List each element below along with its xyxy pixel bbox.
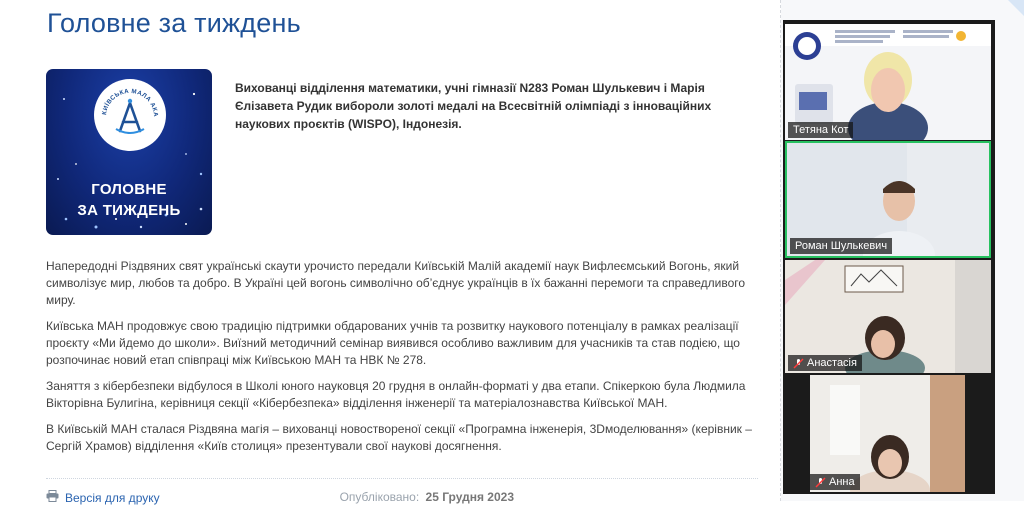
mic-off-icon (815, 477, 826, 488)
print-version-label: Версія для друку (65, 490, 160, 505)
paragraph-1: Напередодні Різдвяних свят українські скаути урочисто передали Київській Малій академії наук Вифлеємський Вогонь, який символізує мир, любов та добро. В Україні цей вогонь символічно об’єднує українців в їх бажанні перемоги та справедливого миру. (46, 259, 746, 307)
participant-tile-4[interactable] (785, 375, 991, 492)
participant-name-2: Роман Шулькевич (790, 238, 892, 254)
published-label: Опубліковано: (339, 490, 420, 504)
print-version-link[interactable] (46, 490, 160, 505)
paragraph-4: В Київській МАН сталася Різдвяна магія – вихованці новоствореної секції «Програмна інженерія, 3Dмоделювання» (керівник – Сергій Храмов) відділення «Київ столиця» презентували свої наукові досягнення. (46, 422, 752, 453)
participant-name-3: Анастасія (788, 355, 862, 371)
mic-off-icon (793, 358, 804, 369)
promo-headline (46, 179, 212, 221)
participant-tile-2[interactable] (785, 141, 991, 258)
academy-logo (94, 79, 166, 151)
footer-divider (46, 478, 758, 479)
promo-line-1: ГОЛОВНЕ (91, 181, 167, 198)
published-info (340, 490, 514, 504)
paragraph-2: Київська МАН продовжує свою традицію підтримки обдарованих учнів та розвитку наукового потенціалу в рамках реалізації проєкту «Ми йдемо до школи». Виїзний методичний семінар виявився особливо важливим для учасників та став подією, що розпочинає новий етап співпраці між Київською МАН та НВК № 278. (46, 319, 740, 367)
corner-fold (1008, 0, 1024, 16)
video-call-panel (783, 20, 995, 494)
published-date: 25 Грудня 2023 (425, 490, 514, 504)
promo-image (46, 69, 212, 235)
page-title: Головне за тиждень (47, 8, 301, 38)
promo-line-2: ЗА ТИЖДЕНЬ (77, 202, 181, 219)
participant-name-1: Тетяна Кот (788, 122, 853, 138)
participant-tile-1[interactable] (785, 24, 991, 140)
paragraph-3: Заняття з кібербезпеки відбулося в Школі юного науковця 20 грудня в онлайн-форматі у два етапи. Спікеркою була Людмила Вікторівна Булигіна, керівниця секції «Кібербезпека» відділення інженерії та матеріалознавства Київської МАН. (46, 379, 746, 410)
participant-tile-3[interactable] (785, 260, 991, 373)
printer-icon (46, 490, 59, 505)
lead-text: Вихованці відділення математики, учні гімназії N283 Роман Шулькевич і Марія Єлізавета Рудик вибороли золоті медалі на Всесвітній олімпіаді з інноваційних наукових проєктів (WISPO), Індонезія. (235, 81, 712, 131)
participant-name-4: Анна (810, 474, 860, 490)
logo-arc-text: КИЇВСЬКА МАЛА АКА (101, 87, 160, 118)
